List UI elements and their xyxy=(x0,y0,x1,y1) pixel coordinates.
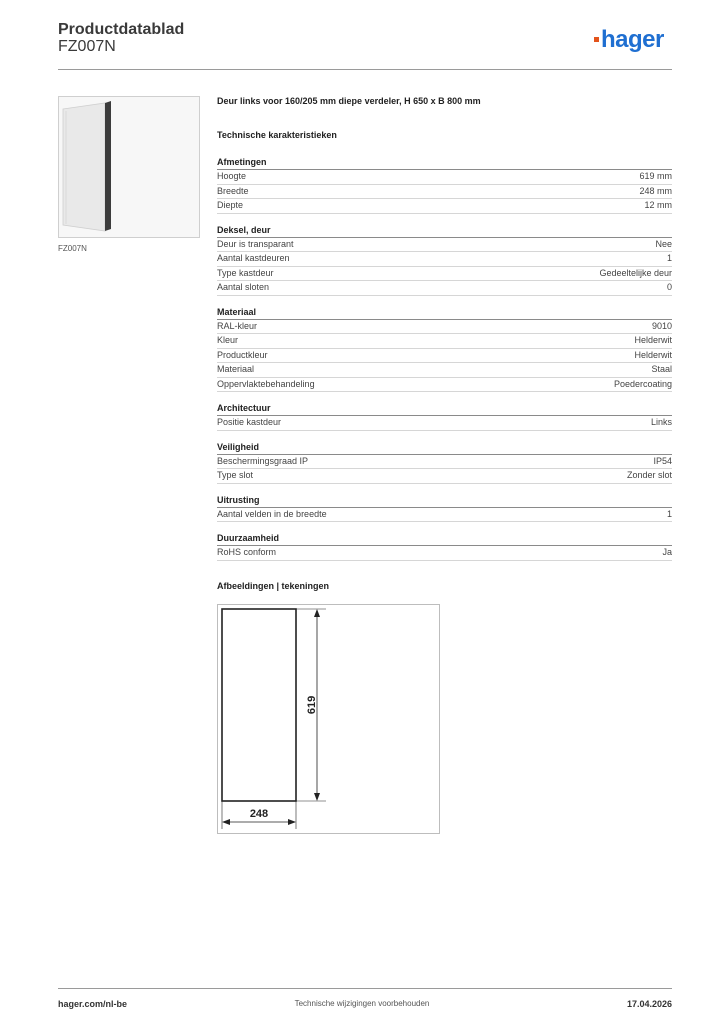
spec-content xyxy=(217,96,672,595)
spec-row xyxy=(217,281,672,296)
spec-value: 1 xyxy=(666,508,672,519)
width-arrow-left xyxy=(222,819,230,825)
spec-row xyxy=(217,416,672,431)
spec-section-title: Afmetingen xyxy=(217,156,672,170)
spec-row xyxy=(217,334,672,349)
spec-value: Staal xyxy=(651,364,672,374)
spec-section-title: Deksel, deur xyxy=(217,224,672,238)
spec-section-title: Duurzaamheid xyxy=(217,532,672,546)
product-description: Deur links voor 160/205 mm diepe verdeler, H 650 x B 800 mm xyxy=(217,96,481,106)
spec-value: Ja xyxy=(662,547,672,557)
footer-date: 17.04.2026 xyxy=(626,999,672,1009)
page-title: Productdatablad xyxy=(58,21,185,38)
spec-section-title: Veiligheid xyxy=(217,441,672,455)
spec-label: Diepte xyxy=(217,200,244,210)
spec-label: Aantal velden in de breedte xyxy=(217,508,327,519)
spec-value: Links xyxy=(650,417,672,427)
door-outline xyxy=(222,609,296,801)
logo-text: hager xyxy=(601,26,664,53)
spec-row xyxy=(217,363,672,378)
product-image-caption: FZ007N xyxy=(58,244,87,253)
spec-row xyxy=(217,238,672,253)
spec-section xyxy=(217,532,672,561)
spec-row xyxy=(217,320,672,335)
spec-label: RoHS conform xyxy=(217,547,277,557)
product-image xyxy=(58,96,200,238)
spec-section xyxy=(217,441,672,484)
images-heading: Afbeeldingen | tekeningen xyxy=(217,580,330,591)
header-divider xyxy=(58,69,672,70)
spec-row xyxy=(217,170,672,185)
spec-value: Zonder slot xyxy=(626,470,672,480)
spec-row xyxy=(217,252,672,267)
height-arrow-top xyxy=(314,609,320,617)
height-arrow-bottom xyxy=(314,793,320,801)
tech-heading: Technische karakteristieken xyxy=(217,130,337,140)
spec-section xyxy=(217,224,672,296)
spec-section xyxy=(217,306,672,393)
spec-label: Type kastdeur xyxy=(217,267,274,278)
spec-value: IP54 xyxy=(653,455,672,466)
spec-row xyxy=(217,378,672,393)
spec-value: 1 xyxy=(666,253,672,263)
dimension-drawing xyxy=(217,604,440,834)
spec-sections xyxy=(217,156,672,561)
spec-value: 619 mm xyxy=(639,171,672,181)
spec-row xyxy=(217,508,672,523)
spec-section-title: Uitrusting xyxy=(217,494,672,508)
spec-value: Nee xyxy=(655,238,672,249)
spec-label: Hoogte xyxy=(217,171,247,181)
spec-label: Oppervlaktebehandeling xyxy=(217,378,315,389)
spec-row xyxy=(217,469,672,484)
spec-label: Aantal kastdeuren xyxy=(217,253,290,263)
product-code: FZ007N xyxy=(58,38,116,55)
spec-label: RAL-kleur xyxy=(217,320,258,331)
spec-section xyxy=(217,156,672,214)
spec-section xyxy=(217,402,672,431)
spec-label: Deur is transparant xyxy=(217,238,294,249)
logo-dot-icon xyxy=(594,37,599,42)
spec-row xyxy=(217,455,672,470)
footer-divider xyxy=(58,988,672,989)
spec-label: Aantal sloten xyxy=(217,282,270,292)
spec-label: Breedte xyxy=(217,185,249,196)
width-label: 248 xyxy=(249,808,269,820)
spec-section-title: Architectuur xyxy=(217,402,672,416)
spec-label: Type slot xyxy=(217,470,254,480)
door-panel-illustration xyxy=(59,97,199,237)
spec-value: 0 xyxy=(666,282,672,292)
spec-row xyxy=(217,199,672,214)
spec-label: Positie kastdeur xyxy=(217,417,282,427)
spec-row xyxy=(217,267,672,282)
spec-section xyxy=(217,494,672,523)
spec-row xyxy=(217,349,672,364)
spec-row xyxy=(217,546,672,561)
spec-row xyxy=(217,185,672,200)
width-arrow-right xyxy=(288,819,296,825)
spec-label: Kleur xyxy=(217,335,239,345)
spec-value: 248 mm xyxy=(639,185,672,196)
spec-section-title: Materiaal xyxy=(217,306,672,320)
spec-value: 9010 xyxy=(651,320,672,331)
spec-value: 12 mm xyxy=(644,200,672,210)
footer-notice: Technische wijzigingen voorbehouden xyxy=(294,999,430,1008)
height-label: 619 xyxy=(306,695,318,715)
spec-value: Helderwit xyxy=(634,335,672,345)
spec-label: Productkleur xyxy=(217,349,268,360)
spec-value: Helderwit xyxy=(634,349,672,360)
spec-value: Poedercoating xyxy=(613,378,672,389)
spec-value: Gedeeltelijke deur xyxy=(599,267,672,278)
spec-label: Materiaal xyxy=(217,364,255,374)
hager-logo xyxy=(594,28,664,52)
spec-label: Beschermingsgraad IP xyxy=(217,455,309,466)
footer-website-link[interactable]: hager.com/nl-be xyxy=(58,999,128,1009)
